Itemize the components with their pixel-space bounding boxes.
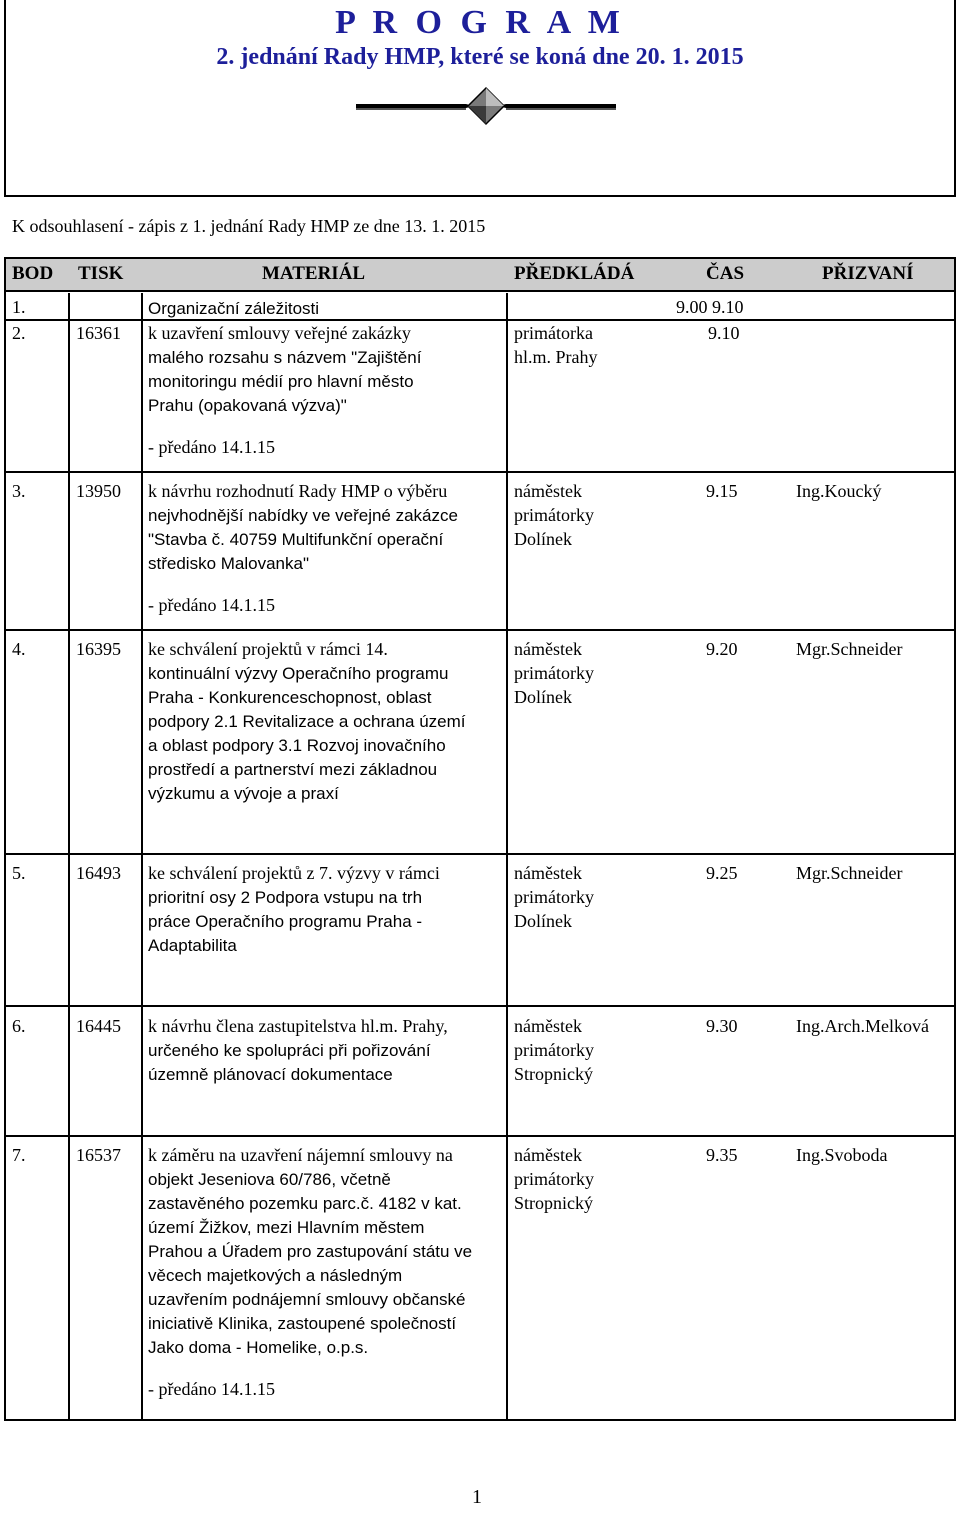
row-3-tisk: 13950 — [76, 481, 121, 501]
document-title: P R O G R A M — [335, 4, 625, 41]
row-3-predklada-2: primátorky — [514, 505, 594, 525]
row-4-predklada-1: náměstek — [514, 639, 582, 659]
row-6-prizvani: Ing.Arch.Melková — [796, 1016, 929, 1036]
document-header — [4, 0, 956, 197]
approval-note: K odsouhlasení - zápis z 1. jednání Rady HMP ze dne 13. 1. 2015 — [12, 216, 486, 236]
row-2-tisk: 16361 — [76, 323, 121, 343]
row-6-bod: 6. — [12, 1016, 26, 1036]
row-7-cas: 9.35 — [706, 1145, 738, 1165]
row-3-predklada-3: Dolínek — [514, 529, 572, 549]
column-header-bod: BOD — [12, 263, 54, 284]
column-header-tisk: TISK — [78, 263, 124, 284]
row-3-predano: - předáno 14.1.15 — [148, 595, 275, 615]
column-header-cas: ČAS — [706, 263, 745, 284]
row-5-tisk: 16493 — [76, 863, 121, 883]
row-1-bod: 1. — [12, 297, 26, 317]
row-4-prizvani: Mgr.Schneider — [796, 639, 903, 659]
row-separator — [4, 471, 956, 473]
row-5-predklada-1: náměstek — [514, 863, 582, 883]
row-5-bod: 5. — [12, 863, 26, 883]
row-3-cas: 9.15 — [706, 481, 738, 501]
row-3-bod: 3. — [12, 481, 26, 501]
grid-line — [506, 293, 508, 1419]
row-separator — [4, 629, 956, 631]
row-5-predklada-3: Dolínek — [514, 911, 572, 931]
row-2-predklada-2: hl.m. Prahy — [514, 347, 598, 367]
row-7-bod: 7. — [12, 1145, 26, 1165]
row-5-predklada-2: primátorky — [514, 887, 594, 907]
row-7-predklada-2: primátorky — [514, 1169, 594, 1189]
document-subtitle: 2. jednání Rady HMP, které se koná dne 20. 1. 2015 — [216, 44, 744, 70]
row-6-cas: 9.30 — [706, 1016, 738, 1036]
row-3-prizvani: Ing.Koucký — [796, 481, 882, 501]
row-2-bod: 2. — [12, 323, 26, 343]
agenda-table — [4, 257, 956, 1421]
row-separator — [4, 1135, 956, 1137]
row-3-predklada-1: náměstek — [514, 481, 582, 501]
row-4-predklada-3: Dolínek — [514, 687, 572, 707]
row-separator — [4, 1005, 956, 1007]
row-7-predklada-3: Stropnický — [514, 1193, 593, 1213]
row-separator — [4, 319, 956, 321]
column-header-material: MATERIÁL — [262, 263, 366, 284]
row-1-material: Organizační záležitosti — [148, 299, 320, 318]
row-5-prizvani: Mgr.Schneider — [796, 863, 903, 883]
diamond-ornament-icon — [354, 84, 618, 128]
row-4-cas: 9.20 — [706, 639, 738, 659]
row-6-tisk: 16445 — [76, 1016, 121, 1036]
row-4-tisk: 16395 — [76, 639, 121, 659]
page-number: 1 — [472, 1486, 482, 1508]
column-header-predklada: PŘEDKLÁDÁ — [514, 263, 635, 284]
row-5-cas: 9.25 — [706, 863, 738, 883]
grid-line — [68, 293, 70, 1419]
column-header-prizvani: PŘIZVANÍ — [822, 263, 914, 284]
row-6-predklada-1: náměstek — [514, 1016, 582, 1036]
agenda-table-header — [4, 257, 956, 292]
row-7-predklada-1: náměstek — [514, 1145, 582, 1165]
row-1-cas: 9.00 9.10 — [676, 297, 744, 317]
row-7-prizvani: Ing.Svoboda — [796, 1145, 888, 1165]
row-2-predklada-1: primátorka — [514, 323, 593, 343]
row-4-bod: 4. — [12, 639, 26, 659]
grid-line — [141, 293, 143, 1419]
row-6-predklada-3: Stropnický — [514, 1064, 593, 1084]
row-separator — [4, 853, 956, 855]
row-7-predano: - předáno 14.1.15 — [148, 1379, 275, 1399]
row-7-tisk: 16537 — [76, 1145, 121, 1165]
row-2-cas: 9.10 — [708, 323, 740, 343]
row-6-predklada-2: primátorky — [514, 1040, 594, 1060]
row-4-predklada-2: primátorky — [514, 663, 594, 683]
row-2-predano: - předáno 14.1.15 — [148, 437, 275, 457]
